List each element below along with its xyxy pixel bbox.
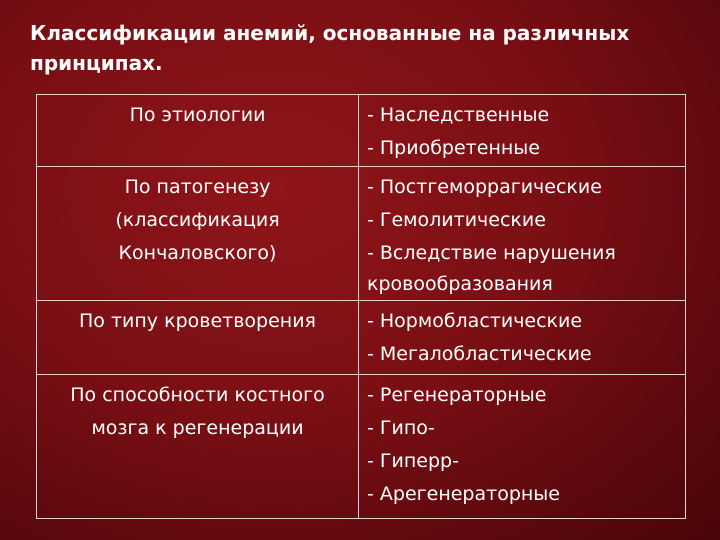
table-row [37,167,686,301]
types-cell [359,167,686,301]
type-item: - Нормобластические [367,310,583,332]
table-row [37,95,686,167]
type-item: - Гипо- [367,417,435,439]
principle-cell [37,375,359,519]
principle-cell [37,95,359,167]
principle-text: По способности костного [70,384,325,406]
classification-table [36,94,686,518]
principle-text: (классификация [115,209,280,231]
type-item: - Приобретенные [367,137,540,159]
principle-cell [37,301,359,375]
type-item: - Гиперр- [367,450,459,472]
principle-text: По патогенезу [124,176,271,198]
principle-text: По этиологии [129,104,266,126]
slide-title: Классификации анемий, основанные на различных принципах. [30,21,630,75]
principle-text: Кончаловского) [118,242,277,264]
table-row [37,375,686,519]
types-cell [359,301,686,375]
type-item-continuation: кровообразования [367,273,553,295]
principle-text: По типу кроветворения [79,310,316,332]
type-item: - Мегалобластические [367,343,592,365]
table-row [37,301,686,375]
type-item: - Постгеморрагические [367,176,602,198]
type-item: - Наследственные [367,104,550,126]
type-item: - Вследствие нарушения [367,242,616,264]
types-cell [359,95,686,167]
type-item: - Арегенераторные [367,483,560,505]
type-item: - Гемолитические [367,209,546,231]
principle-text: мозга к регенерации [91,417,304,439]
type-item: - Регенераторные [367,384,547,406]
types-cell [359,375,686,519]
principle-cell [37,167,359,301]
